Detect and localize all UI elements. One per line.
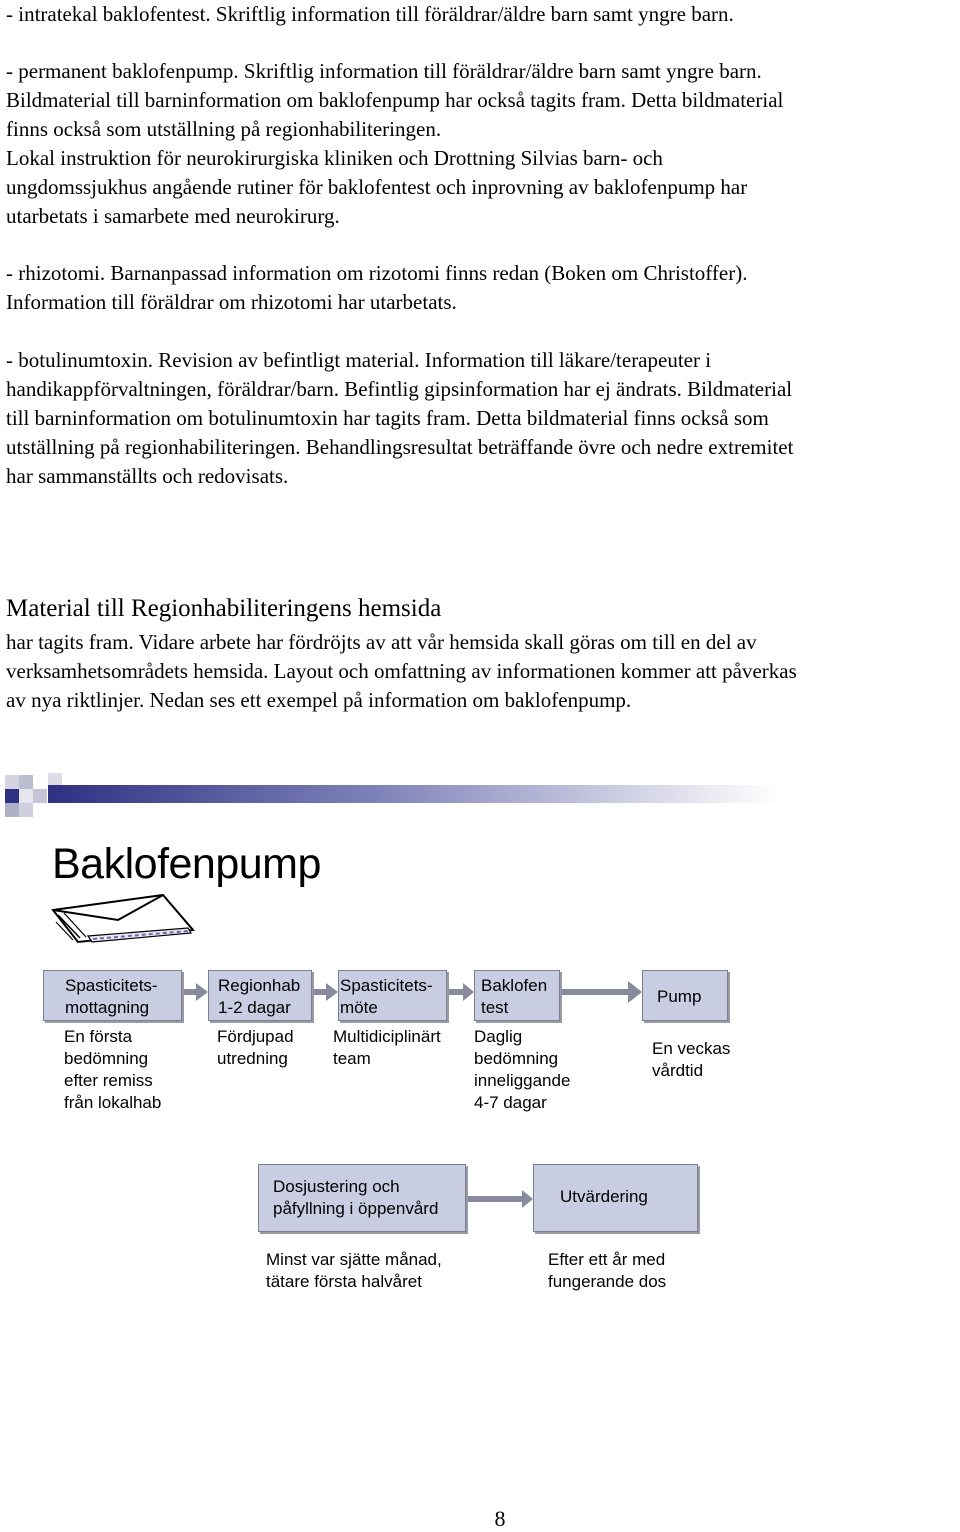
step-spasticitetsmote — [338, 970, 447, 1021]
step-note: Minst var sjätte månad, tätare första halvåret — [266, 1250, 442, 1291]
step-note: Fördjupad utredning — [217, 1027, 294, 1068]
slide-title: Baklofenpump — [52, 840, 321, 888]
step-dosjustering — [258, 1164, 466, 1232]
step-label: Spasticitets- möte — [340, 976, 433, 1017]
step-note: Efter ett år med fungerande dos — [548, 1250, 667, 1291]
paragraph-baklofentest: - intratekal baklofentest. Skriftlig information till föräldrar/äldre barn samt yngre barn. — [6, 2, 734, 26]
paragraph-baklofenpump: - permanent baklofenpump. Skriftlig information till föräldrar/äldre barn samt yngre barn. Bildmaterial till barninformation om baklofenpump har också tagits fram. Detta bildmaterial finns också som utställning på regionhabiliteringen. Lokal instruktion för neurokirurgiska kliniken och Drottning Silvias barn- och ungdomssjukhus angående rutiner för baklofentest och inprovning av baklofenpump har utarbetats i samarbete med neurokirurg. — [6, 59, 784, 228]
section-heading: Material till Regionhabiliteringens hemsida — [6, 595, 442, 622]
step-regionhab — [208, 970, 312, 1021]
step-note: Daglig bedömning inneliggande 4-7 dagar — [474, 1027, 571, 1112]
step-note: En första bedömning efter remiss från lokalhab — [64, 1027, 162, 1112]
step-pump — [642, 970, 728, 1021]
step-label: Pump — [657, 987, 702, 1006]
step-label: Utvärdering — [560, 1187, 648, 1206]
step-label: Dosjustering och påfyllning i öppenvård — [273, 1177, 439, 1218]
section-body: har tagits fram. Vidare arbete har fördröjts av att vår hemsida skall göras om till en del av verksamhetsområdets hemsida. Layout och omfattning av informationen kommer att påverkas av nya riktlinjer. Nedan ses ett exempel på information om baklofenpump. — [6, 630, 797, 712]
step-utvardering — [533, 1164, 698, 1232]
paragraph-rhizotomi: - rhizotomi. Barnanpassad information om rizotomi finns redan (Boken om Christoffer). Information till föräldrar om rhizotomi har utarbetats. — [6, 261, 748, 314]
step-label: Baklofen test — [481, 976, 548, 1017]
page-number: 8 — [494, 1506, 506, 1531]
step-label: Regionhab 1-2 dagar — [218, 976, 301, 1017]
step-spasticitetsmottagning — [43, 970, 182, 1021]
paragraph-botulinumtoxin: - botulinumtoxin. Revision av befintligt material. Information till läkare/terapeuter i handikappförvaltningen, föräldrar/barn. Befintlig gipsinformation har ej ändrats. Bildmaterial till barninformation om botulinumtoxin har tagits fram. Detta bildmaterial finns också som utställning på regionhabiliteringen. Behandlingsresultat beträffande övre och nedre extremitet har sammanställts och redovisats. — [6, 348, 794, 488]
step-note: En veckas vårdtid — [652, 1039, 731, 1080]
step-baklofentest — [474, 970, 560, 1021]
step-label: Spasticitets- mottagning — [65, 976, 158, 1017]
step-note: Multidiciplinärt team — [333, 1027, 441, 1068]
